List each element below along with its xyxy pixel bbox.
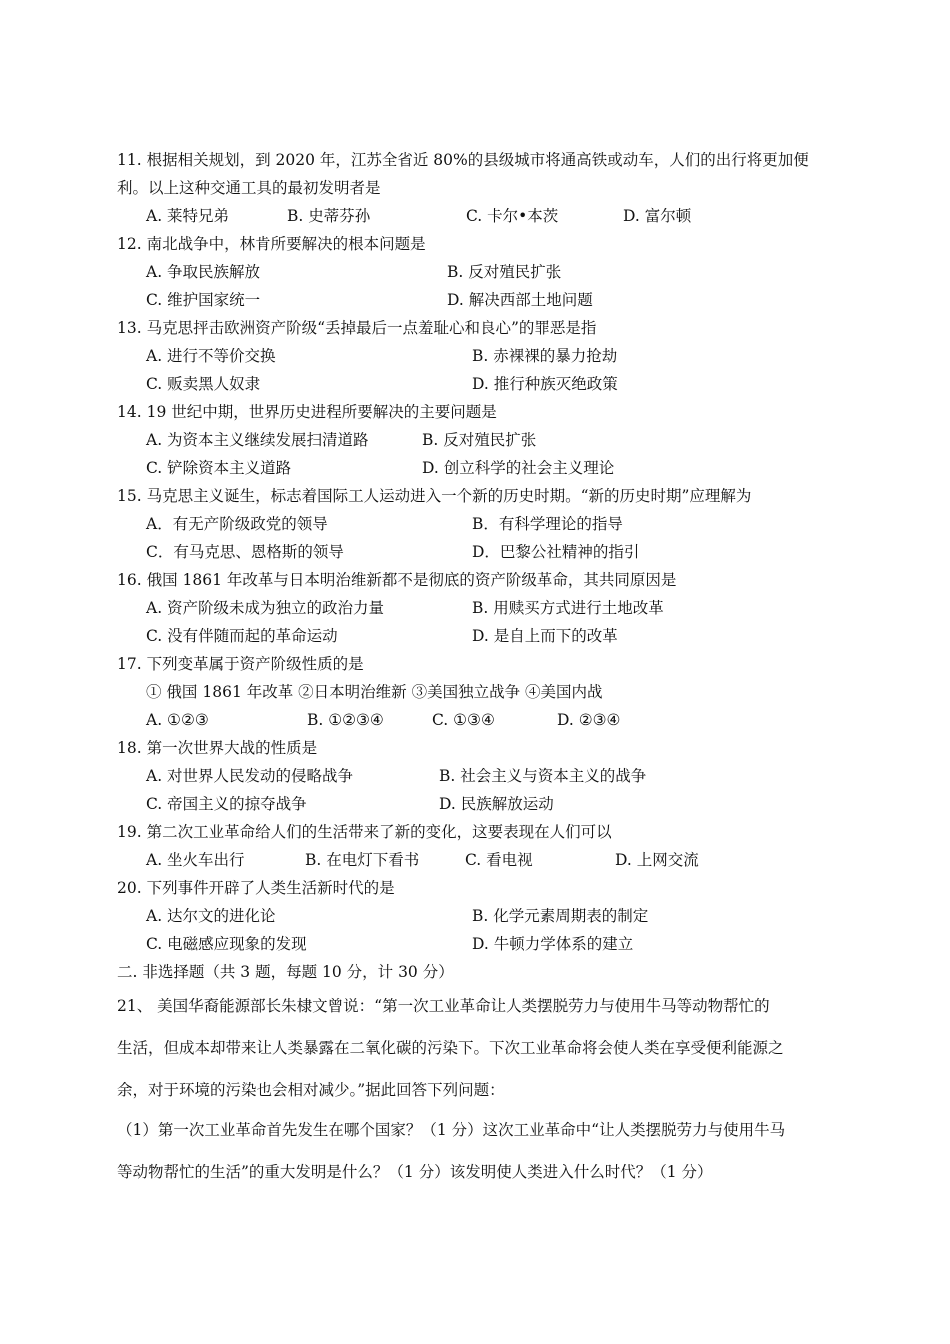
q14-option-d: D. 创立科学的社会主义理论 — [422, 459, 615, 477]
question-12-stem: 12. 南北战争中，林肯所要解决的根本问题是 — [117, 235, 426, 253]
q17-option-c: C. ①③④ — [432, 711, 495, 729]
q17-option-b: B. ①②③④ — [307, 711, 384, 729]
q18-option-d: D. 民族解放运动 — [439, 795, 554, 813]
q20-option-d: D. 牛顿力学体系的建立 — [472, 935, 634, 953]
section-2-heading: 二. 非选择题（共 3 题，每题 10 分，计 30 分） — [117, 963, 454, 981]
q16-option-c: C. 没有伴随而起的革命运动 — [146, 627, 338, 645]
q13-option-d: D. 推行种族灭绝政策 — [472, 375, 618, 393]
question-11-line-2: 利。以上这种交通工具的最初发明者是 — [117, 179, 381, 197]
q15-option-b: B．有科学理论的指导 — [472, 515, 623, 533]
question-13-stem: 13. 马克思抨击欧洲资产阶级“丢掉最后一点羞耻心和良心”的罪恶是指 — [117, 319, 597, 337]
q20-option-a: A. 达尔文的进化论 — [146, 907, 276, 925]
q14-option-c: C. 铲除资本主义道路 — [146, 459, 292, 477]
q11-option-d: D. 富尔顿 — [623, 207, 692, 225]
q12-option-b: B. 反对殖民扩张 — [447, 263, 562, 281]
question-19-stem: 19. 第二次工业革命给人们的生活带来了新的变化，这要表现在人们可以 — [117, 823, 612, 841]
q17-option-d: D. ②③④ — [557, 711, 621, 729]
q12-option-c: C. 维护国家统一 — [146, 291, 261, 309]
q13-option-b: B. 赤裸裸的暴力抢劫 — [472, 347, 618, 365]
q18-option-a: A. 对世界人民发动的侵略战争 — [146, 767, 354, 785]
q20-option-b: B. 化学元素周期表的制定 — [472, 907, 649, 925]
q15-option-a: A．有无产阶级政党的领导 — [146, 515, 328, 533]
q19-option-b: B. 在电灯下看书 — [305, 851, 420, 869]
q16-option-a: A. 资产阶级未成为独立的政治力量 — [146, 599, 385, 617]
q12-option-a: A. 争取民族解放 — [146, 263, 261, 281]
question-21-sub1-line-2: 等动物帮忙的生活”的重大发明是什么？（1 分）该发明使人类进入什么时代？（1 分） — [117, 1163, 713, 1181]
question-18-stem: 18. 第一次世界大战的性质是 — [117, 739, 318, 757]
q12-option-d: D. 解决西部土地问题 — [447, 291, 593, 309]
q11-option-c: C. 卡尔•本茨 — [466, 207, 559, 225]
q19-option-d: D. 上网交流 — [615, 851, 699, 869]
q17-items: ① 俄国 1861 年改革 ②日本明治维新 ③美国独立战争 ④美国内战 — [146, 683, 603, 701]
q17-option-a: A. ①②③ — [146, 711, 209, 729]
q19-option-c: C. 看电视 — [465, 851, 533, 869]
question-21-line-3: 余，对于环境的污染也会相对减少。”据此回答下列问题： — [117, 1081, 505, 1099]
question-21-sub1-line-1: （1）第一次工业革命首先发生在哪个国家？（1 分）这次工业革命中“让人类摆脱劳力与使用牛马 — [117, 1121, 786, 1139]
question-21-line-2: 生活，但成本却带来让人类暴露在二氧化碳的污染下。下次工业革命将会使人类在享受便利能源之 — [117, 1039, 784, 1057]
q16-option-b: B. 用赎买方式进行土地改革 — [472, 599, 664, 617]
question-16-stem: 16. 俄国 1861 年改革与日本明治维新都不是彻底的资产阶级革命，其共同原因是 — [117, 571, 677, 589]
q20-option-c: C. 电磁感应现象的发现 — [146, 935, 307, 953]
q18-option-c: C. 帝国主义的掠夺战争 — [146, 795, 307, 813]
q18-option-b: B. 社会主义与资本主义的战争 — [439, 767, 647, 785]
q14-option-a: A. 为资本主义继续发展扫清道路 — [146, 431, 369, 449]
q15-option-d: D．巴黎公社精神的指引 — [472, 543, 640, 561]
q15-option-c: C．有马克思、恩格斯的领导 — [146, 543, 344, 561]
q11-option-b: B. 史蒂芬孙 — [287, 207, 371, 225]
question-20-stem: 20. 下列事件开辟了人类生活新时代的是 — [117, 879, 395, 897]
question-21-line-1: 21、 美国华裔能源部长朱棣文曾说：“第一次工业革命让人类摆脱劳力与使用牛马等动物帮忙的 — [117, 997, 770, 1015]
q14-option-b: B. 反对殖民扩张 — [422, 431, 537, 449]
q19-option-a: A. 坐火车出行 — [146, 851, 245, 869]
question-17-stem: 17. 下列变革属于资产阶级性质的是 — [117, 655, 364, 673]
q13-option-c: C. 贩卖黑人奴隶 — [146, 375, 261, 393]
question-15-stem: 15. 马克思主义诞生，标志着国际工人运动进入一个新的历史时期。“新的历史时期”应理解为 — [117, 487, 752, 505]
q13-option-a: A. 进行不等价交换 — [146, 347, 276, 365]
question-11-line-1: 11. 根据相关规划，到 2020 年，江苏全省近 80%的县级城市将通高铁或动车，人们的出行将更加便 — [117, 151, 809, 169]
question-14-stem: 14. 19 世纪中期，世界历史进程所要解决的主要问题是 — [117, 403, 497, 421]
q11-option-a: A. 莱特兄弟 — [146, 207, 230, 225]
q16-option-d: D. 是自上而下的改革 — [472, 627, 618, 645]
